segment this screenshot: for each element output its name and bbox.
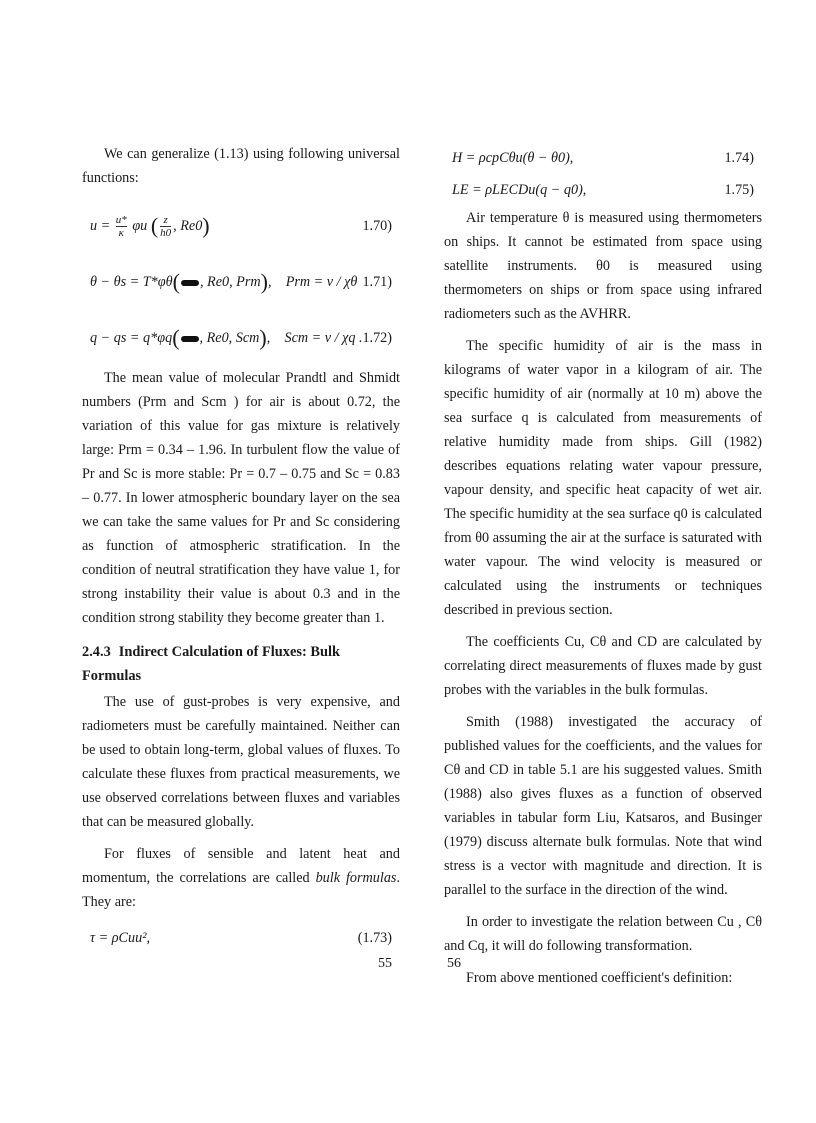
equation-1-72 — [82, 310, 400, 366]
definition-paragraph: From above mentioned coefficient's definition: — [466, 970, 733, 986]
equation-1-73 — [82, 922, 400, 954]
equation-number: 1.70) — [362, 218, 392, 234]
gust-probe-paragraph: The use of gust-probes is very expensive, and radiometers must be carefully maintained. Neither can be used to obtain long-term, global values of fluxes. To calculate these fluxes from practical measurements, we use observed correlations between fluxes and variables that can be measured globally. — [82, 694, 400, 830]
right-page-column — [444, 142, 762, 998]
formula-glyph — [181, 336, 199, 342]
equation-1-75 — [444, 174, 762, 206]
page-number-right: 56 — [447, 956, 461, 971]
equation-number: 1.74) — [724, 150, 754, 166]
smith-paragraph: Smith (1988) investigated the accuracy of published values for the coefficients, and the values for Cθ and CD in table 5.1 are his suggested values. Smith (1988) also gives fluxes as a function of observed variables in tabular form Liu, Katsaros, and Businger (1979) discuss alternate bulk formulas. Note that wind stress is a vector with magnitude and direction. It is parallel to the surface in the direction of the wind. — [444, 714, 762, 898]
equation-1-70-lhs: u = $\frac{u*}{\kappa}$ φu ( $\frac{z}{h0}$ , Re0) — [90, 213, 210, 240]
equation-1-75-lhs: LE = ρLECDu(q − q0), — [452, 182, 587, 198]
equation-1-74-lhs: H = ρcpCθu(θ − θ0), — [452, 150, 574, 166]
equation-1-71-lhs: θ − θs = T*φθ( , Re0, Prm), Prm = ν / χθ — [90, 269, 358, 294]
prandtl-paragraph: The mean value of molecular Prandtl and Shmidt numbers (Prm and Scm ) for air is about 0.72, the variation of this value for gas mixture is relatively large: Prm = 0.34 – 1.96. In turbulent flow the value of Pr and Sc is more stable: Pr = 0.7 – 0.75 and Sc = 0.83 – 0.77. In lower atmospheric boundary layer on the sea we can take the same values for Pr and Sc considering as function of atmospheric stratification. In the condition of neutral stratification they have value 1, for strong instability their value is about 0.3 and in the condition strong stability they become greater than 1. — [82, 370, 400, 626]
equation-1-72-lhs: q − qs = q*φq( , Re0, Scm), Scm = ν / χq . — [90, 325, 363, 350]
air-temperature-paragraph: Air temperature θ is measured using thermometers on ships. It cannot be estimated from space using satellite instruments. θ0 is measured using thermometers on ships or from space using infrared radiometers such as the AVHRR. — [444, 210, 762, 322]
equation-1-70 — [82, 198, 400, 254]
equation-number: 1.71) — [362, 274, 392, 290]
equation-1-74 — [444, 142, 762, 174]
left-page-column — [82, 142, 400, 954]
equation-1-71 — [82, 254, 400, 310]
section-heading — [82, 640, 400, 688]
specific-humidity-paragraph: The specific humidity of air is the mass in kilograms of water vapor in a kilogram of air. The specific humidity of air (normally at 10 m) above the sea surface q is calculated from measurements of relative humidity made from ships. Gill (1982) describes equations relating water vapour pressure, vapour density, and specific heat capacity of wet air. The specific humidity at the sea surface q0 is calculated from θ0 assuming the air at the surface is saturated with water vapour. The wind velocity is measured or calculated using the instruments or techniques described in previous section. — [444, 338, 762, 618]
section-number: 2.4.3 — [82, 644, 111, 660]
equation-1-73-lhs: τ = ρCuu², — [90, 930, 151, 946]
page-number-left: 55 — [378, 956, 392, 971]
section-title: Indirect Calculation of Fluxes: Bulk Formulas — [82, 644, 340, 684]
equation-number: 1.75) — [724, 182, 754, 198]
coefficients-paragraph: The coefficients Cu, Cθ and CD are calculated by correlating direct measurements of fluxes made by gust probes with the variables in the bulk formulas. — [444, 634, 762, 698]
bulk-formulas-term: bulk formulas — [315, 870, 397, 886]
formula-glyph — [181, 280, 199, 286]
bulk-formulas-paragraph: For fluxes of sensible and latent heat and momentum, the correlations are called bulk formulas. They are: — [82, 846, 400, 910]
z-over-h0: $\frac{z}{h0}$ — [160, 214, 172, 240]
intro-paragraph: We can generalize (1.13) using following universal functions: — [82, 146, 400, 186]
u-star-over-kappa: $\frac{u*}{\kappa}$ — [115, 214, 127, 240]
equation-number: (1.73) — [357, 930, 392, 946]
equation-number: 1.72) — [362, 330, 392, 346]
transformation-paragraph: In order to investigate the relation between Cu , Cθ and Cq, it will do following transformation. — [444, 914, 762, 954]
